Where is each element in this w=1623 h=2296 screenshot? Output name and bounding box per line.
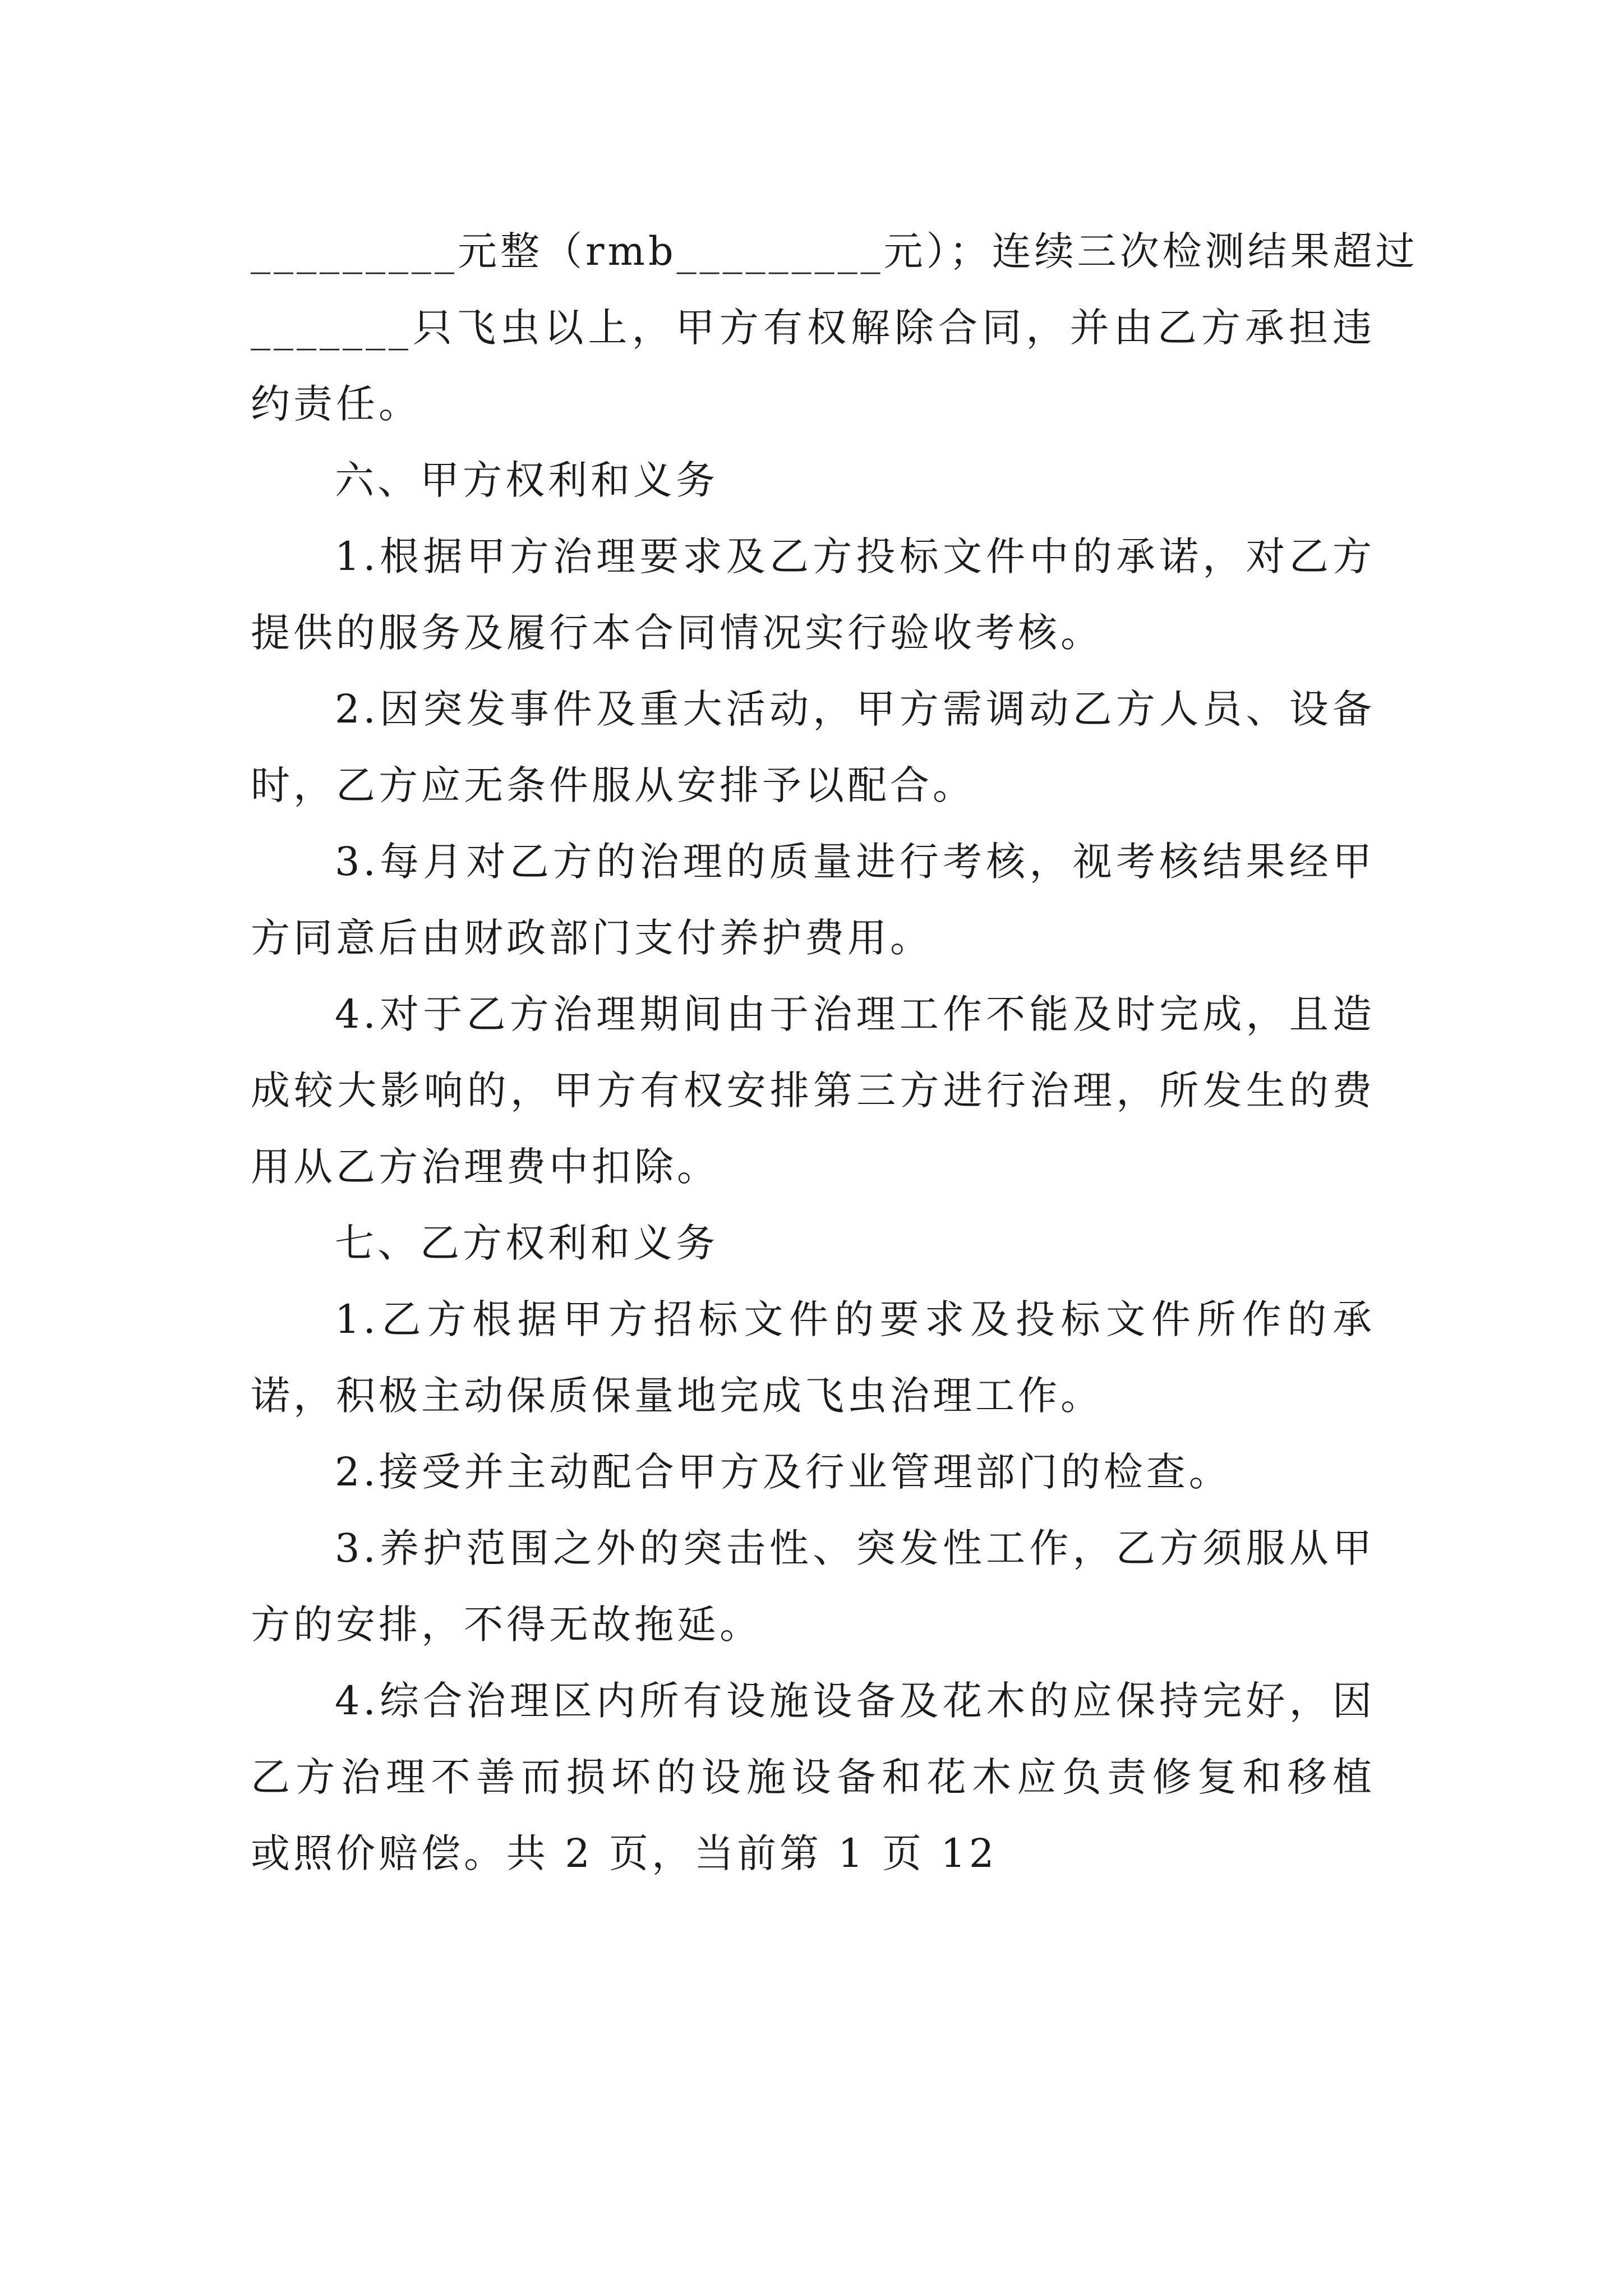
text-line: 3.每月对乙方的治理的质量进行考核，视考核结果经甲 <box>335 839 1375 885</box>
text-line: 方的安排，不得无故拖延。 <box>251 1602 762 1648</box>
text-line: 方同意后由财政部门支付养护费用。 <box>251 915 933 961</box>
text-line: 3.养护范围之外的突击性、突发性工作，乙方须服从甲 <box>335 1525 1375 1571</box>
text-line: 2.接受并主动配合甲方及行业管理部门的检查。 <box>335 1449 1232 1495</box>
page-footer-line: 或照价赔偿。共 2 页，当前第 1 页 12 <box>251 1830 998 1876</box>
text-line: 用从乙方治理费中扣除。 <box>251 1144 720 1190</box>
text-line: _______只飞虫以上，甲方有权解除合同，并由乙方承担违 <box>251 305 1375 351</box>
text-line: 约责任。 <box>251 381 421 427</box>
text-line: 2.因突发事件及重大活动，甲方需调动乙方人员、设备 <box>335 686 1375 732</box>
section-heading: 六、甲方权利和义务 <box>335 457 718 503</box>
text-line: _________元整（rmb_________元）；连续三次检测结果超过 <box>251 228 1418 274</box>
text-line: 诺，积极主动保质保量地完成飞虫治理工作。 <box>251 1373 1103 1419</box>
section-heading: 七、乙方权利和义务 <box>335 1220 718 1266</box>
text-line: 乙方治理不善而损坏的设施设备和花木应负责修复和移植 <box>251 1754 1375 1800</box>
text-line: 时，乙方应无条件服从安排予以配合。 <box>251 762 975 808</box>
text-line: 成较大影响的，甲方有权安排第三方进行治理，所发生的费 <box>251 1068 1375 1114</box>
document-body <box>251 213 1418 1892</box>
text-line: 提供的服务及履行本合同情况实行验收考核。 <box>251 610 1103 656</box>
text-line: 4.综合治理区内所有设施设备及花木的应保持完好，因 <box>335 1678 1375 1724</box>
text-line: 1.乙方根据甲方招标文件的要求及投标文件所作的承 <box>335 1296 1375 1342</box>
text-line: 4.对于乙方治理期间由于治理工作不能及时完成，且造 <box>335 991 1375 1037</box>
text-line: 1.根据甲方治理要求及乙方投标文件中的承诺，对乙方 <box>335 533 1375 579</box>
